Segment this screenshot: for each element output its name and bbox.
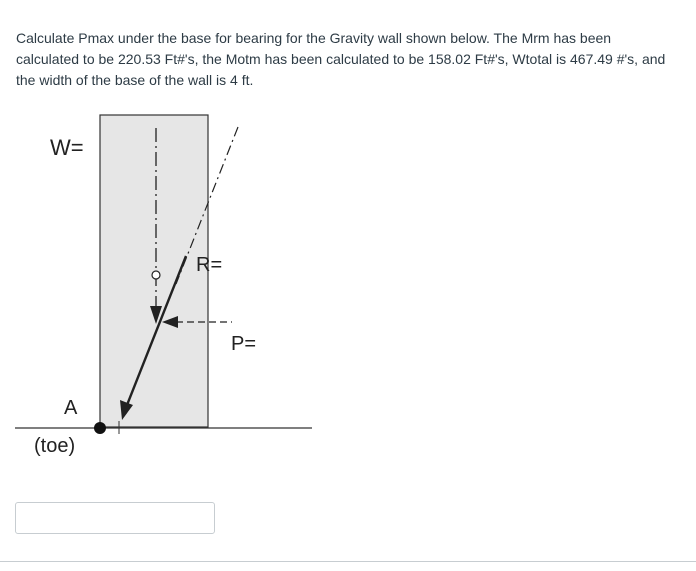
bottom-divider: [0, 561, 696, 562]
answer-input[interactable]: [15, 502, 215, 534]
toe-label: (toe): [34, 435, 76, 457]
centroid-marker: [152, 271, 160, 279]
weight-label: W=: [50, 135, 84, 160]
point-a-label: A: [64, 397, 78, 419]
resultant-label: R=: [196, 254, 223, 276]
toe-point: [94, 422, 106, 434]
question-text: Calculate Pmax under the base for bearing for the Gravity wall shown below. The Mrm has been calculated to be 220.53 Ft#'s, the Motm has been calculated to be 158.02 Ft#'s, Wtotal is 467.49 #'s, and the width of the base of the wall is 4 ft.: [16, 30, 666, 88]
pressure-label: P=: [231, 333, 257, 355]
